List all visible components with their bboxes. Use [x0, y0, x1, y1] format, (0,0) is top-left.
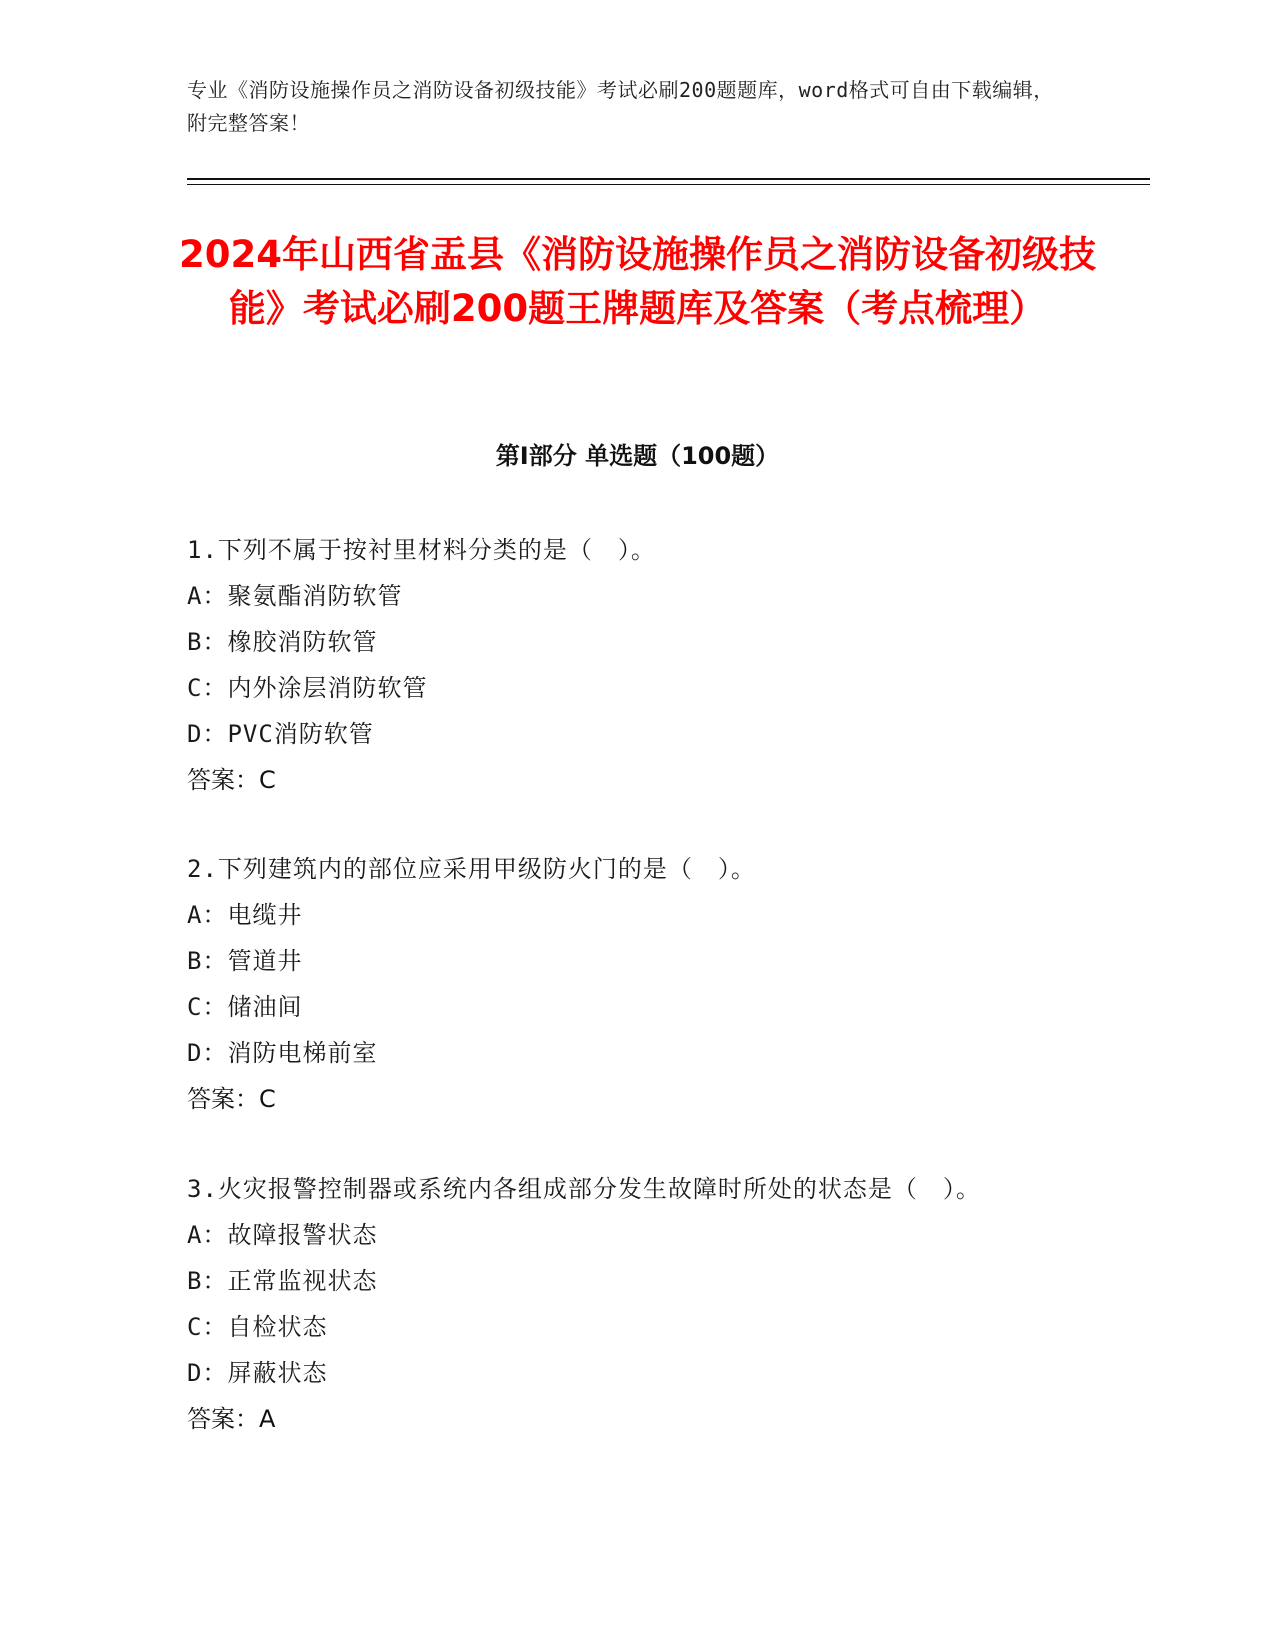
option-b: B：管道井	[187, 947, 303, 975]
header-divider	[187, 178, 1150, 180]
option-d: D：消防电梯前室	[187, 1039, 378, 1067]
answer-line: 答案：C	[187, 1085, 276, 1113]
question-stem: 3.火灾报警控制器或系统内各组成部分发生故障时所处的状态是（ ）。	[187, 1175, 981, 1203]
answer-line: 答案：A	[187, 1405, 276, 1433]
question-stem: 2.下列建筑内的部位应采用甲级防火门的是（ ）。	[187, 855, 756, 883]
document-title: 2024年山西省盂县《消防设施操作员之消防设备初级技能》考试必刷200题王牌题库及答案（考点梳理）	[179, 233, 1096, 330]
question-block	[187, 846, 1067, 1122]
question-block	[187, 527, 1067, 803]
option-b: B：正常监视状态	[187, 1267, 378, 1295]
option-a: A：故障报警状态	[187, 1221, 378, 1249]
option-d: D：PVC消防软管	[187, 720, 374, 748]
header-note: 专业《消防设施操作员之消防设备初级技能》考试必刷200题题库，word格式可自由下载编辑，附完整答案！	[187, 78, 1054, 135]
section-heading: 第I部分 单选题（100题）	[495, 442, 780, 470]
option-c: C：自检状态	[187, 1313, 328, 1341]
header-divider-thin	[187, 184, 1150, 185]
option-c: C：内外涂层消防软管	[187, 674, 428, 702]
option-c: C：储油间	[187, 993, 303, 1021]
option-d: D：屏蔽状态	[187, 1359, 328, 1387]
question-stem: 1.下列不属于按衬里材料分类的是（ ）。	[187, 536, 656, 564]
question-block	[187, 1166, 1067, 1442]
option-b: B：橡胶消防软管	[187, 628, 378, 656]
option-a: A：电缆井	[187, 901, 303, 929]
answer-line: 答案：C	[187, 766, 276, 794]
option-a: A：聚氨酯消防软管	[187, 582, 403, 610]
